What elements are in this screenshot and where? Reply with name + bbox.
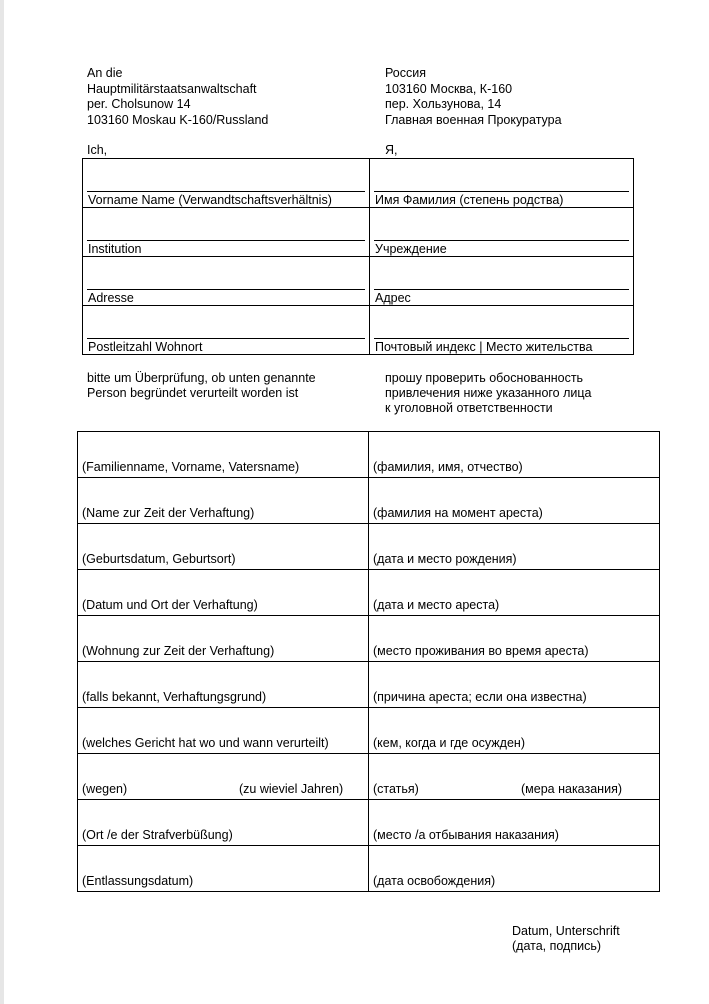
signature-line: Datum, Unterschrift [512, 924, 620, 938]
name-field-ru[interactable] [370, 159, 634, 208]
table-row [78, 432, 660, 478]
field-label: (zu wieviel Jahren) [239, 782, 344, 796]
table-row [78, 800, 660, 846]
table-row [83, 257, 634, 306]
arrest-reason-field-de[interactable] [78, 662, 369, 708]
field-label: (welches Gericht hat wo und wann verurteilt) [82, 736, 329, 750]
arrest-date-field-de[interactable] [78, 570, 369, 616]
court-field-ru[interactable] [369, 708, 660, 754]
field-label: Почтовый индекс | Место жительства [375, 340, 593, 354]
field-label: (дата освобождения) [373, 874, 496, 888]
postal-field-ru[interactable] [370, 306, 634, 355]
sentence-field-ru[interactable] [369, 754, 660, 800]
field-label: (Geburtsdatum, Geburtsort) [82, 552, 236, 566]
address-line: 103160 Москва, К-160 [385, 81, 513, 96]
field-label: (фамилия, имя, отчество) [373, 460, 523, 474]
field-label: Postleitzahl Wohnort [88, 340, 203, 354]
field-label: (Familienname, Vorname, Vatersname) [82, 460, 300, 474]
table-row [78, 616, 660, 662]
residence-field-ru[interactable] [369, 616, 660, 662]
address-field-ru[interactable] [370, 257, 634, 306]
ya-label: Я, [385, 143, 398, 157]
field-label: (статья) [373, 782, 419, 796]
request-line: к уголовной ответственности [385, 401, 553, 415]
field-label: (Entlassungsdatum) [82, 874, 194, 888]
field-label: (Datum und Ort der Verhaftung) [82, 598, 258, 612]
arrest-name-field-ru[interactable] [369, 478, 660, 524]
request-text-german [87, 371, 316, 401]
prison-field-de[interactable] [78, 800, 369, 846]
address-line: Hauptmilitärstaatsanwaltschaft [87, 81, 257, 96]
field-label: (причина ареста; если она известна) [373, 690, 587, 704]
field-label: (wegen) [82, 782, 128, 796]
signature-line: (дата, подпись) [512, 939, 602, 953]
field-label: (falls bekannt, Verhaftungsgrund) [82, 690, 267, 704]
field-label: (место /а отбывания наказания) [373, 828, 559, 842]
address-line: 103160 Moskau K-160/Russland [87, 112, 269, 127]
field-label: (кем, когда и где осужден) [373, 736, 525, 750]
table-row [78, 662, 660, 708]
postal-field-de[interactable] [83, 306, 370, 355]
field-label: Adresse [88, 291, 134, 305]
table-row [83, 208, 634, 257]
field-label: (Wohnung zur Zeit der Verhaftung) [82, 644, 275, 658]
field-label: (фамилия на момент ареста) [373, 506, 543, 520]
table-row [78, 708, 660, 754]
name-field-de[interactable] [83, 159, 370, 208]
field-label: (дата и место ареста) [373, 598, 500, 612]
arrest-name-field-de[interactable] [78, 478, 369, 524]
page-left-edge [0, 0, 4, 1004]
fullname-field-ru[interactable] [369, 432, 660, 478]
release-field-ru[interactable] [369, 846, 660, 892]
ich-label: Ich, [87, 143, 108, 157]
arrest-date-field-ru[interactable] [369, 570, 660, 616]
field-label: Vorname Name (Verwandtschaftsverhältnis) [88, 193, 332, 207]
request-line: bitte um Überprüfung, ob unten genannte [87, 371, 316, 385]
birth-field-de[interactable] [78, 524, 369, 570]
address-line: Главная военная Прокуратура [385, 112, 562, 127]
field-label: Адрес [375, 291, 411, 305]
institution-field-ru[interactable] [370, 208, 634, 257]
table-row [78, 846, 660, 892]
address-german [87, 66, 268, 128]
field-label: (Name zur Zeit der Verhaftung) [82, 506, 255, 520]
field-label: (дата и место рождения) [373, 552, 517, 566]
fullname-field-de[interactable] [78, 432, 369, 478]
signature-block [512, 924, 620, 954]
request-line: привлечения ниже указанного лица [385, 386, 592, 400]
prison-field-ru[interactable] [369, 800, 660, 846]
request-line: прошу проверить обоснованность [385, 371, 584, 385]
table-row [78, 478, 660, 524]
person-table [77, 431, 660, 892]
sentence-field-de[interactable] [78, 754, 369, 800]
residence-field-de[interactable] [78, 616, 369, 662]
address-line: per. Cholsunow 14 [87, 97, 191, 111]
birth-field-ru[interactable] [369, 524, 660, 570]
address-line: пер. Хользунова, 14 [385, 97, 502, 111]
address-field-de[interactable] [83, 257, 370, 306]
table-row [83, 306, 634, 355]
address-line: Россия [385, 66, 426, 80]
field-label: Имя Фамилия (степень родства) [375, 193, 564, 207]
court-field-de[interactable] [78, 708, 369, 754]
arrest-reason-field-ru[interactable] [369, 662, 660, 708]
table-row [78, 570, 660, 616]
table-row [78, 524, 660, 570]
request-line: Person begründet verurteilt worden ist [87, 386, 299, 400]
table-row [83, 159, 634, 208]
field-label: Institution [88, 242, 142, 256]
institution-field-de[interactable] [83, 208, 370, 257]
request-text-russian [385, 371, 592, 416]
field-label: (место проживания во время ареста) [373, 644, 589, 658]
table-row [78, 754, 660, 800]
address-line: An die [87, 66, 123, 80]
applicant-table [82, 158, 634, 355]
field-label: (Ort /e der Strafverbüßung) [82, 828, 233, 842]
release-field-de[interactable] [78, 846, 369, 892]
field-label: Учреждение [375, 242, 447, 256]
field-label: (мера наказания) [521, 782, 622, 796]
address-russian [385, 66, 562, 128]
